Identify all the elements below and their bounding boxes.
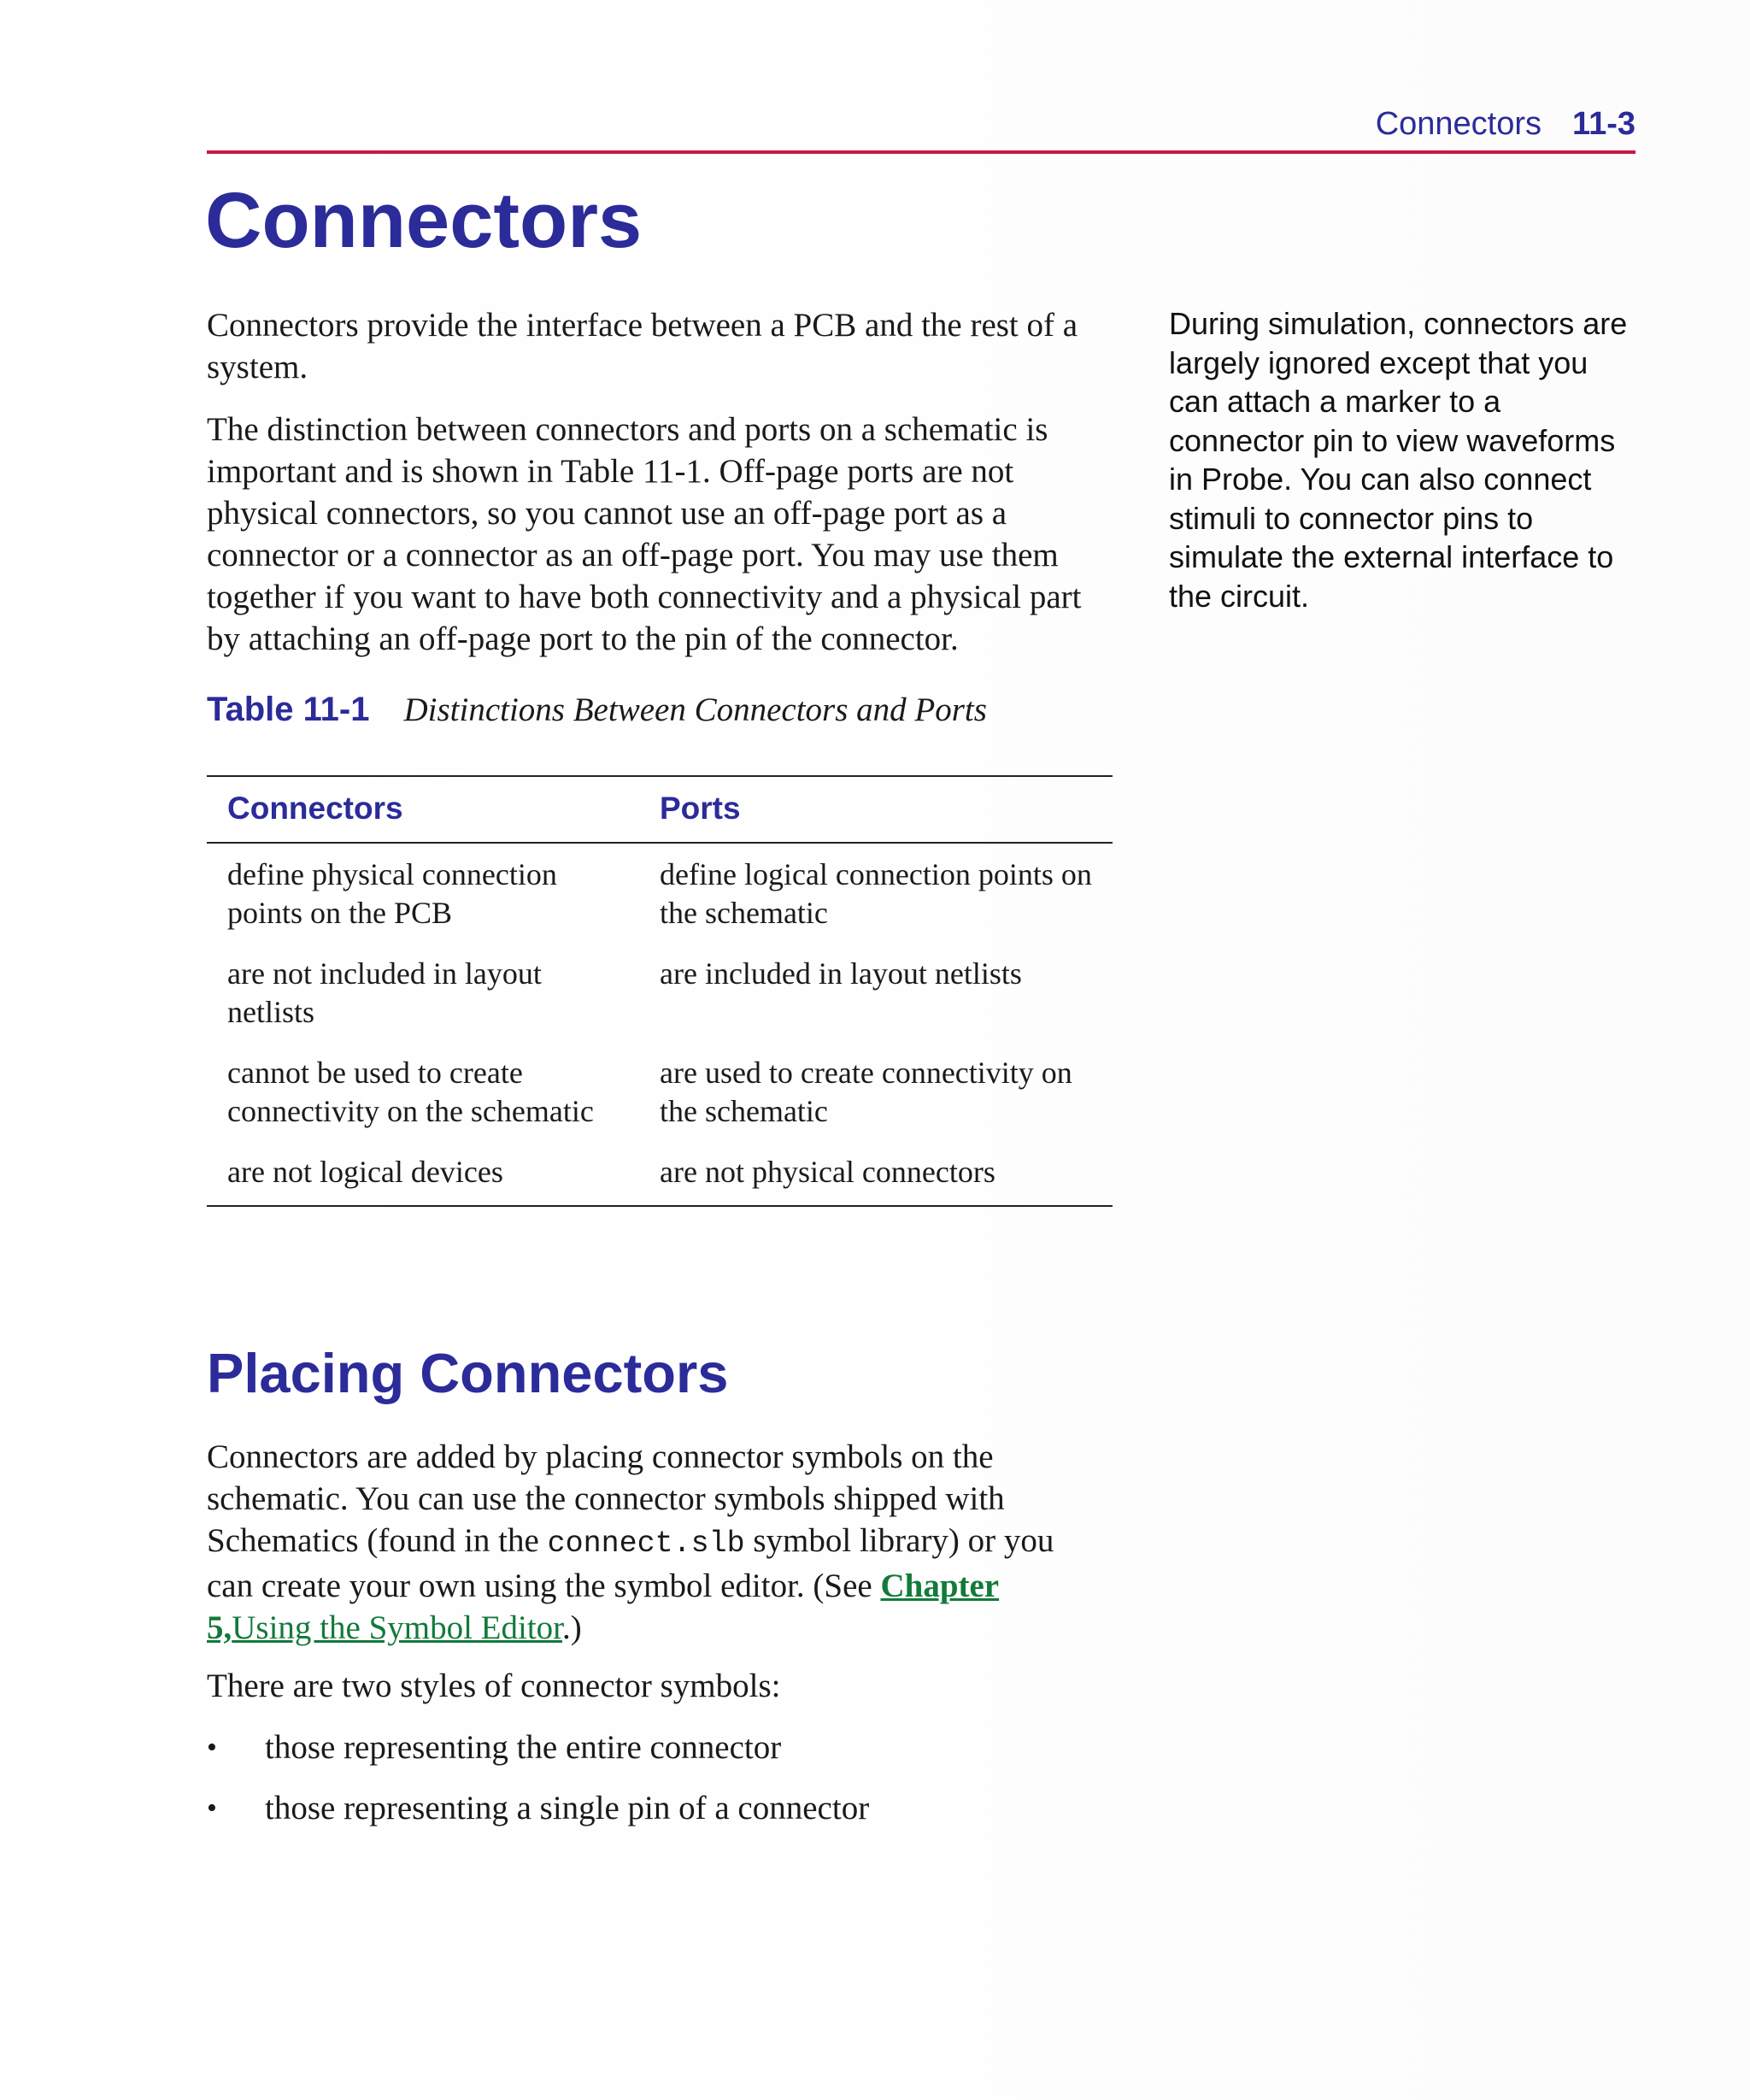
table-header-row bbox=[207, 776, 1113, 843]
section-heading-placing-connectors: Placing Connectors bbox=[207, 1342, 729, 1404]
chapter-5-link[interactable]: Chapter 5, bbox=[207, 1568, 1000, 1646]
table-cell: are included in layout netlists bbox=[660, 956, 1022, 991]
list-item-text: those representing a single pin of a connector bbox=[265, 1790, 870, 1826]
table-cell: define physical connection points on the PCB bbox=[227, 857, 557, 930]
intro-paragraph: Connectors provide the interface between a PCB and the rest of a system. bbox=[207, 307, 1078, 385]
running-header bbox=[207, 106, 1635, 154]
bullet-icon: • bbox=[207, 1792, 217, 1824]
table-caption bbox=[207, 691, 987, 729]
table-cell: are not logical devices bbox=[227, 1155, 503, 1189]
table-cell: cannot be used to create connectivity on the schematic bbox=[227, 1056, 594, 1128]
library-filename: connect.slb bbox=[547, 1526, 745, 1561]
table-cell: are not physical connectors bbox=[660, 1155, 995, 1189]
symbol-editor-link[interactable]: Using the Symbol Editor bbox=[232, 1609, 563, 1646]
table-cell: define logical connection points on the schematic bbox=[660, 857, 1092, 930]
connector-styles-list bbox=[207, 1726, 869, 1848]
header-rule bbox=[207, 150, 1635, 154]
sidebar-note: During simulation, connectors are largely ignored except that you can attach a marker to a connector pin to view waveforms in Probe. You can also connect stimuli to connector pins to simulate the external interface to the circuit. bbox=[1169, 306, 1628, 614]
placing-paragraph bbox=[207, 1436, 1095, 1649]
styles-intro-paragraph: There are two styles of connector symbols: bbox=[207, 1668, 781, 1704]
placing-text-c: .) bbox=[562, 1609, 582, 1646]
header-page-number: 11-3 bbox=[1572, 106, 1635, 142]
list-item-text: those representing the entire connector bbox=[265, 1729, 782, 1766]
table-row bbox=[207, 1044, 1113, 1143]
table-row bbox=[207, 843, 1113, 944]
table-caption-text: Distinctions Between Connectors and Ports bbox=[403, 691, 987, 728]
table-label: Table 11-1 bbox=[207, 691, 370, 728]
bullet-icon: • bbox=[207, 1732, 217, 1763]
table-header-ports: Ports bbox=[639, 776, 1113, 843]
table-row bbox=[207, 944, 1113, 1044]
list-item bbox=[207, 1726, 869, 1768]
section-heading-connectors: Connectors bbox=[205, 177, 643, 264]
table-row bbox=[207, 1143, 1113, 1206]
table-cell: are not included in layout netlists bbox=[227, 956, 542, 1029]
list-item bbox=[207, 1787, 869, 1829]
distinctions-table bbox=[207, 775, 1113, 1207]
placing-text-a: Connectors are added by placing connector symbols on the schematic. You can use the connector symbols shipped with Schematics (found in the bbox=[207, 1438, 1005, 1559]
distinction-paragraph: The distinction between connectors and ports on a schematic is important and is shown in Table 11-1. Off-page ports are not physical connectors, so you cannot use an off-page port as a connector or a connector as an off-page port. You may use them together if you want to have both connectivity and a physical part by attaching an off-page port to the pin of the connector. bbox=[207, 411, 1082, 657]
table-cell: are used to create connectivity on the schematic bbox=[660, 1056, 1072, 1128]
placing-text-b: symbol library) or you can create your own using the symbol editor. (See bbox=[207, 1522, 1054, 1604]
table-header-connectors: Connectors bbox=[207, 776, 639, 843]
header-title: Connectors bbox=[1375, 106, 1542, 142]
